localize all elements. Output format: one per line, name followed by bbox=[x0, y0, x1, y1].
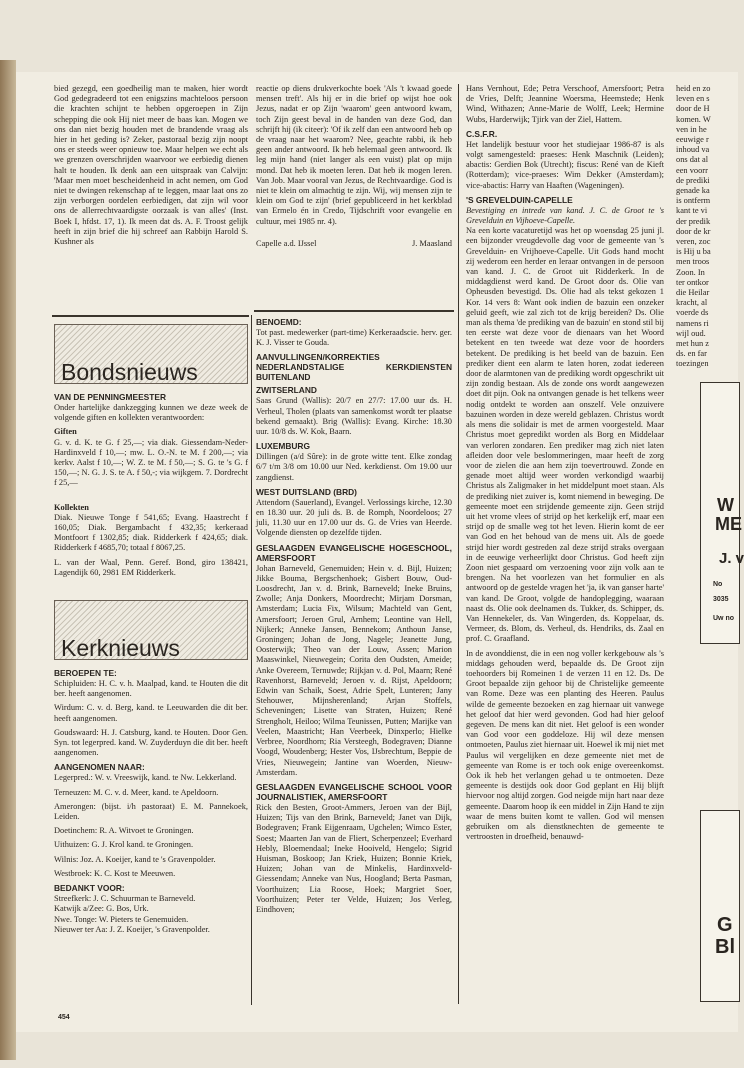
text-fragment: voerde ds bbox=[676, 308, 709, 318]
aangenomen-item: Westbroek: K. C. Kost te Meeuwen. bbox=[54, 868, 176, 878]
aangenomen-item: Wilnis: Joz. A. Koeijer, kand te 's Gravenpolder. bbox=[54, 854, 216, 864]
signature-name: J. Maasland bbox=[411, 238, 452, 248]
text-fragment: inhoud va bbox=[676, 145, 710, 155]
geslaagden-hogeschool-text: Johan Barneveld, Genemuiden; Hein v. d. Bijl, Huizen; Jikke Bouma, Bergschenhoek; Gisbert Bouw, Oud-Loosdrecht, Jan v. d. Brink, Barneveld; Ineke Bruins, Zwolle; Anja Donkers, Moordrecht; Mirjam Dorsman, Amsterdam; Lucia Fix, Wilsum; Machteld van Gent, Amersfoort; Jeroen Grul, Arnhem; Leontine van Hell, Nijkerk; Anneke Jansen, Bennekom; Anthoun Janse, Groningen; Johan de Jong, Nagele; Jeanette Jung, Oosterwijk; Theo van der Louw, Assen; Marion Maaswinkel, Nieuwegein; Corita den Oudsten, Ameide; Anke Overeem, Ternuwde; Rijkjan v. d. Pol, Maarn; René Ravenhorst, Barneveld; Jeroen v. d. Rijst, Apeldoorn; Edwin van Schaik, Soest, Adrie Spelt, Lunteren; Jany Stehouwer, Mijnsherenland; Arjan Stoffels, Scheveningen; Lisette van Straten, Huizen; René Strengholt, Heiloo; Wilma Teunissen, Putten; Marijke van Veelen, Maastricht; Han Veerbeek, Dinxperlo; Hielke Verbree, Noordhorn; Ria Versteegh, Bodegraven; Dianne Voogd, Woudenberg; Hester Vos, IJsbrechtum, Beppie de Vries, Nieuwegein; Jantine van Woerden, Nieuw-Amsterdam. bbox=[256, 563, 452, 777]
bedankt-item: Katwijk a/Zee: G. Bos, Urk. bbox=[54, 904, 149, 914]
bedankt-item: Nieuwer ter Aa: J. Z. Koeijer, 's Gravenpolder. bbox=[54, 924, 210, 934]
benoemd-text: Tot past. medewerker (part-time) Kerkeraadscie. herv. ger. K. J. Visser te Gouda. bbox=[256, 328, 452, 348]
ad-text: No bbox=[713, 581, 723, 588]
advertisement-box bbox=[700, 382, 744, 644]
giften-title: Giften bbox=[54, 427, 77, 437]
text-fragment: door de H bbox=[676, 104, 710, 114]
article-signature bbox=[256, 239, 452, 249]
text-fragment: veren, zoc bbox=[676, 237, 711, 247]
signature-place: Capelle a.d. IJssel bbox=[256, 238, 317, 248]
column-2-top bbox=[256, 84, 452, 308]
text-fragment: heid en zo bbox=[676, 84, 711, 93]
bedankt-heading: BEDANKT VOOR: bbox=[54, 883, 125, 894]
text-fragment: kracht, al bbox=[676, 298, 708, 308]
aangenomen-item: Amerongen: (bijst. i/h pastoraat) E. M. Pannekoek, Leiden. bbox=[54, 801, 248, 822]
text-fragment: de prediki bbox=[676, 175, 710, 185]
ad-text: G bbox=[717, 914, 733, 936]
luxemburg-heading: LUXEMBURG bbox=[256, 441, 310, 452]
text-fragment: die Heilar bbox=[676, 288, 710, 298]
column-divider bbox=[458, 84, 459, 1004]
kollekten-title: Kollekten bbox=[54, 502, 89, 512]
text-fragment: leven en s bbox=[676, 94, 710, 104]
luxemburg-text: Dillingen (a/d Sûre): in de grote witte tent. Elke zondag 6/7 t/m 3/8 om 10.00 uur Ned. kerkdienst. Om 19.00 uur zangdienst. bbox=[256, 452, 452, 482]
penningmeester-intro: Onder hartelijke dankzegging kunnen we deze week de volgende giften en kollekten verantwoorden: bbox=[54, 403, 248, 423]
kollekten-text: Diak. Nieuwe Tonge f 541,65; Evang. Haastrecht f 160,05; Diak. Bergambacht f 432,35; kerkeraad Montfoort f 1302,85; diak. Ridderkerk f 424,65; diak. Ridderkerk f 4685,70; totaal f 8067,25. bbox=[54, 512, 248, 553]
bedankt-item: Streefkerk: J. C. Schuurman te Barneveld. bbox=[54, 894, 196, 904]
westduitsland-text: Attendorn (Sauerland), Evangel. Verlossings kirche, 12.30 en 18.30 uur. 20 juli ds. B. de Romph, Noordeloos; 27 juli, 11.30 uur en 17.00 uur ds. G. de Vries van Heerde. Volgende diensten op dezelfde tijden. bbox=[256, 497, 452, 538]
column-1-top bbox=[54, 84, 248, 312]
text-fragment: is ontferm bbox=[676, 196, 711, 206]
article-text: reactie op diens drukverkochte boek 'Als 't kwaad goede mensen treft'. Als hij er in die brief op wijst hoe ook Jezus, nadat er op Zijn 'waarom' geen antwoord kwam, toch Zijn geest beval in de handen van deze God, dan schrijft hij (ik citeer): 'Of ik zelf dan een antwoord heb op de vraag naar het waarom? Nee, geachte rabbi, ik heb geen ander antwoord. Ik heb helemaal geen antwoord. Ik leg mijn hand (niet langer als een vuist) plat op mijn mond. Dat heb ik moeten leren. Dat heb ik mogen leren. Van Job. Maar vooral van Jezus, de Rechtvaardige. God is niet te klein om almachtig te zijn. Wij, wij mensen zijn te klein om God te zijn' (brief gepubliceerd in het kerkblad van Ermelo én in Credo, Tijdschrift voor evangelie en cultuur, mei 1985 nr. 4). bbox=[256, 84, 452, 226]
text-fragment: komen. W bbox=[676, 114, 711, 124]
column-4-fragment bbox=[676, 84, 734, 374]
text-fragment: ds. en far bbox=[676, 349, 707, 359]
column-divider bbox=[251, 315, 252, 1005]
bedankt-item: Nwe. Tonge: W. Pieters te Genemuiden. bbox=[54, 914, 189, 924]
ad-text: ME bbox=[715, 514, 742, 534]
text-fragment: men troos bbox=[676, 257, 710, 267]
text-fragment: ven in he bbox=[676, 124, 707, 134]
zwitserland-text: Saas Grund (Wallis): 20/7 en 27/7: 17.00 uur ds. H. Verheul, Tholen (plaats van samenkomst wordt ter plaatse bekend gemaakt). Brig (Wallis): Evang. Kirche: 18.30 uur. 10/8 ds. W. Kok, Baarn. bbox=[256, 396, 452, 437]
giften-text: G. v. d. K. te G. f 25,—; via diak. Giessendam-Neder-Hardinxveld f 10,—; mw. L. O.-N. te M. f 200,—; via kerkv. Aalst f 10,—; W. Z. te M. f 50,—; S. G. te 's G. f 150,—; N. G. J. S. te A. f 50,-; via wijkgem. 7. Dordrecht f 25,— bbox=[54, 437, 248, 488]
text-fragment: een voorr bbox=[676, 165, 708, 175]
aanvullingen-heading: AANVULLINGEN/KORREKTIES NEDERLANDSTALIGE KERKDIENSTEN BUITENLAND bbox=[256, 352, 452, 383]
aangenomen-item: Doetinchem: R. A. Witvoet te Groningen. bbox=[54, 826, 194, 836]
geslaagden-journalistiek-text: Rick den Besten, Groot-Ammers, Jeroen van der Bijl, Huizen; Tijs van den Brink, Barneveld; Janet van Dijk, Bodegraven; Frank Eijgenraam, Ugchelen; Wimco Ester, Soest; Maarten Jan van de Fliert, Scherpenzeel; Everhard Hebly, Bloemendaal; Ineke Hooiveld, Hengelo; Sigrid Huisman, Boskoop; Jan Kriek, Huizen; Bonnie Kriek, Huizen; Johan van de Minkelis, Hardinxveld-Giessendam; Anneke van Nus, Hoogland; Berta Pasman, Voorthuizen; Lia Roose, Hoek; Margriet Soer, Voorthuizen; Peter ter Velde, Huizen; Jos Verleg, Eindhoven; bbox=[256, 802, 452, 914]
ad-text: J. v bbox=[719, 550, 744, 567]
geslaagden-hogeschool-heading: GESLAAGDEN EVANGELISCHE HOGESCHOOL, AMERSFOORT bbox=[256, 542, 452, 563]
text-fragment: namens ri bbox=[676, 318, 709, 328]
geslaagden-continued: Hans Vernhout, Ede; Petra Verschoof, Amersfoort; Petra de Vries, Delft; Jeannine Woersma, Heemstede; Henk Wind, Withazen; Anne-Marie de Wolff, Leek; Hermine Wubs, Harderwijk; Tjirk van der Ziel, Hattem. bbox=[466, 84, 664, 124]
column-2-news bbox=[256, 314, 452, 1008]
zwitserland-heading: ZWITSERLAND bbox=[256, 385, 317, 396]
aangenomen-heading: AANGENOMEN NAAR: bbox=[54, 762, 145, 773]
section-rule bbox=[254, 310, 454, 312]
text-fragment: der predik bbox=[676, 216, 711, 226]
geslaagden-journalistiek-heading: GESLAAGDEN EVANGELISCHE SCHOOL VOOR JOURNALISTIEK, AMERSFOORT bbox=[256, 781, 452, 802]
ad-text: 3035 bbox=[713, 596, 729, 603]
penningmeester-heading: VAN DE PENNINGMEESTER bbox=[54, 392, 166, 402]
csfr-heading: C.S.F.R. bbox=[466, 128, 498, 139]
page-gutter-shadow bbox=[0, 60, 16, 1060]
column-1-news bbox=[54, 318, 248, 1008]
text-fragment: Zoon. In bbox=[676, 267, 705, 277]
text-fragment: wijl oud. bbox=[676, 328, 706, 338]
text-fragment: kant te vi bbox=[676, 206, 708, 216]
text-fragment: ter ontkor bbox=[676, 277, 709, 287]
aangenomen-item: Uithuizen: G. J. Krol kand. te Groningen. bbox=[54, 840, 194, 850]
beroepen-item: Goudswaard: H. J. Catsburg, kand. te Houten. Door Gen. Syn. tot legerpred. kand. W. Zuyderduyn die dit ber. heeft aangenomen. bbox=[54, 727, 248, 758]
csfr-text: Het landelijk bestuur voor het studiejaar 1986-87 is als volgt samengesteld: praeses: Henk Maschnik (Leiden); abactis: Gerdien Bok (Utrecht); fiscus: René van de Kieft (Rotterdam); vice-praeses: Wim Dekker (Amsterdam); vice-abactis: Harry van Haaften (Wageningen). bbox=[466, 139, 664, 190]
ad-text: W bbox=[717, 495, 734, 515]
penningmeester-address: L. van der Waal, Penn. Geref. Bond, giro 138421, Lagendijk 60, 2981 EM Ridderkerk. bbox=[54, 557, 248, 577]
grevelduin-text: In de avonddienst, die in een nog voller kerkgebouw als 's middags gehouden werd, bepaalde ds. De Groot zijn toehoorders bij Romeinen 1 de verzen 11 en 12. Ds. De Groot bepaalde zijn gehoor bij de Christelijke gemeente van Rome. Deze was een planting des Heeren. Paulus wilde de gemeente bezoeken en zag hiernaar uit vanwege het geloof dat hier werd gevonden. God had hier geloof gegeven. De mens kan dit niet. Het geloof is een wonder van God voor een goddeloze. Hij wil deze mensen ontmoeten, Paulus ziet hiernaar uit. Hoewel ik mij niet met Paulus wil vergelijken en deze gemeente niet met de gemeente van Rome is er toch ook enige overeenkomst. Ook ik heb het verlangen gehad u te ontmoeten. Deze gemeente is destijds ook door God geplant en Hij blijft hiervoor nog altijd zorgen. God neigde mijn hart naar deze gemeente. Daarom hoop ik een middel in Zijn Hand te zijn waar de mens buiten komt te vallen. God wil mensen gebruiken om als dienstknechten de gemeente te vertroosten in droefheid, benauwd- bbox=[466, 648, 664, 842]
benoemd-heading: BENOEMD: bbox=[256, 317, 302, 327]
aangenomen-item: Terneuzen: M. C. v. d. Meer, kand. te Apeldoorn. bbox=[54, 787, 219, 797]
text-fragment: ons dat al bbox=[676, 155, 709, 165]
ad-text: Uw no bbox=[713, 615, 734, 622]
section-rule bbox=[52, 315, 249, 317]
beroepen-item: Wirdum: C. v. d. Berg, kand. te Leeuwarden die dit ber. heeft aangenomen. bbox=[54, 703, 248, 723]
aangenomen-item: Legerpred.: W. v. Vreeswijk, kand. te Nw. Lekkerland. bbox=[54, 773, 237, 783]
westduitsland-heading: WEST DUITSLAND (BRD) bbox=[256, 486, 357, 497]
grevelduin-subtitle: Bevestiging en intrede van kand. J. C. de Groot te 's Grevelduin en Vijhoeve-Capelle. bbox=[466, 205, 664, 226]
bondsnieuws-banner: Bondsnieuws bbox=[54, 324, 248, 384]
beroepen-heading: BEROEPEN TE: bbox=[54, 668, 117, 679]
text-fragment: is Hij u ba bbox=[676, 247, 711, 257]
page-number: 454 bbox=[58, 1014, 70, 1021]
article-text: bied gezegd, een goedheilig man te maken, hier wordt God gedegradeerd tot een enigszins machteloos persoon die krachten schijnt te hebben opgeroepen in Zijn schepping die ook Hij niet meer de baas kan. Mogen we ons dan niet bezig houden met de brandende vraag als hier in het geding is? Zeker, pastoraal bezig zijn noopt ons er steeds weer opnieuw toe. Maar helpen we echt als we grenzen overschrijden waarvoor we eerbiedig dienen halt te houden. Ik denk aan een uitspraak van Calvijn: 'Maar men moet bescheidenheid in acht nemen, om God niet te dwingen rekenschap af te leggen, maar laat ons zo zijn verborgen oordelen eerbiedigen, dat zijn wil voor ons de allerrechtvaardigste oorzaak is van alles' (Inst. Boek I, hfdst. 17, 1). Ik meen dat ds. A. F. Troost gelijk heeft in zijn brief die hij schreef aan Rabbijn Harold S. Kushner als bbox=[54, 84, 248, 247]
beroepen-item: Schipluiden: H. C. v. h. Maalpad, kand. te Houten die dit ber. heeft aangenomen. bbox=[54, 679, 248, 699]
text-fragment: genade ka bbox=[676, 186, 710, 196]
column-3 bbox=[466, 84, 664, 1008]
ad-text: Bl bbox=[715, 936, 735, 958]
text-fragment: door de kr bbox=[676, 226, 711, 236]
grevelduin-text: Na een korte vacaturetijd was het op woensdag 25 juni jl. een bijzonder vreugdevolle dag voor de gemeente van 's Grevelduin- en Vrijhoeve-Capelle. Uit Gods hand mocht zij wederom een herder en leraar ontvangen in de persoon van kand. J. C. de Groot uit Ridderkerk. In de middagdienst werd kand. De Groot door ds. Olie van Opheusden bevestigd. Ds. Olie had als tekst gekozen 1 Kor. 14 vers 8: Want ook indien de bazuin een onzeker geluid geeft, wie zal zich tot de krijg bereiden? Ds. Olie man als thema 'de prediking van de bazuin' en stond stil bij ten eerste wat deze voor de dienaars van het Woord betekent en ten tweede wat deze voor de hoorders betekent. De prediking is het beeld van de bazuin. Een prediker dient een alarm te laten horen, zodat iedereen door de alarmtonen van de prediking wordt opgeschrikt uit zijn zondig bestaan. Als de zonde ons wordt aangewezen doet dit pijn. Ook na ontvangen genade is het telkens weer nodig ontdekt te worden aan onszelf. Vele onzuivere bazuinen worden in deze wereld geblazen. Christus wordt als mens die solidair is met de armen voorgesteld. Maar Christus moet gepredikt worden als Borg en Middelaar van verloren zondaren. Een prediker mag zich niet laten afleiden door vele beslommeringen, maar heeft de zorg voor de zielen die aan hem zijn toevertrouwd. Zonde en genade moet altijd weer worden verkondigd waarbij Christus als Zaligmaker in het middelpunt moet staan. Als de prediking niet zuiver is, komt niemend in beweging. De gemeente moet een strijdende gemeente zijn. Geen strijd uit het vrome vlees of strijd op het kerkelijk erf, maar een strijd op de smalle weg tot het leven. Hierin komt de eer van God en het behoud van de mens uit. Als de goede strijd hier wordt gestreden zal deze strijd straks overgaan in de eeuwige verheerlijkt door Christus. God heeft zijn Zoon niet gespaard om verzoening voor zijn volk aan te brengen. Na het voorlezen van het formulier en als antwoord op de gestelde vragen het 'ja, ik van ganser harte' van kand. De Groot, volgde de handoplegging, waaraan naast ds. Olie ook deelnamen ds. Tukker, ds. Schipper, ds. Van Hennekeler, ds. Van Wingerden, ds. Koppelaar, ds. Vermeer, ds. Blom, ds. Verheul, ds. Hendriks, ds. Zaal en prof. C. Graafland. bbox=[466, 226, 664, 644]
text-fragment: met hun z bbox=[676, 339, 710, 349]
grevelduin-heading: 'S GREVELDUIN-CAPELLE bbox=[466, 194, 573, 205]
advertisement-box bbox=[700, 810, 740, 1002]
text-fragment: toezingen bbox=[676, 359, 709, 369]
text-fragment: eeuwige r bbox=[676, 135, 709, 145]
kerknieuws-banner: Kerknieuws bbox=[54, 600, 248, 660]
